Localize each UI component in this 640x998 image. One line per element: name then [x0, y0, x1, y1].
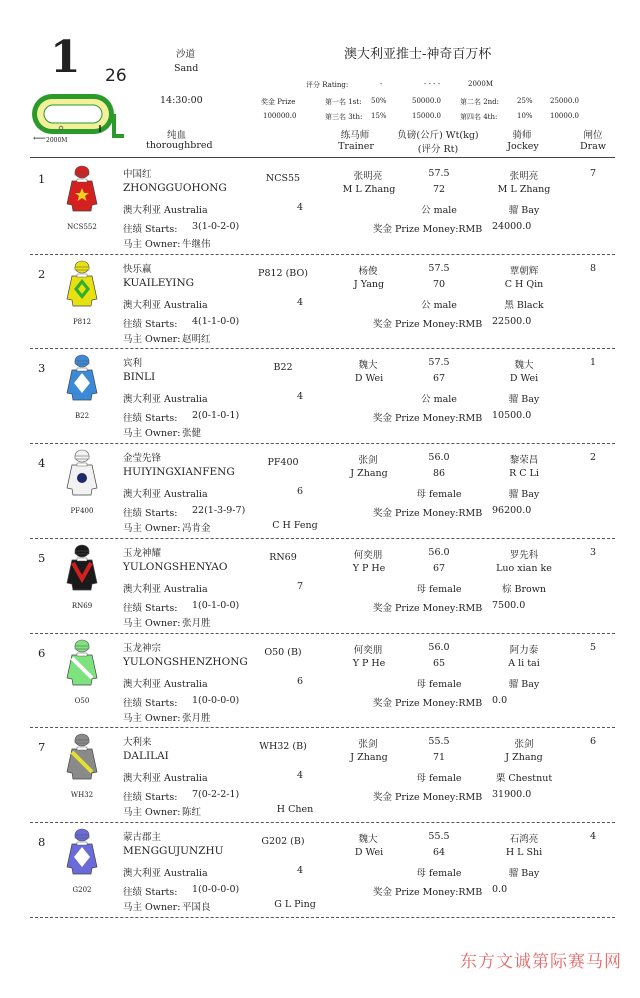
horse-row	[0, 732, 640, 827]
fourth-amount: 10000.0	[550, 112, 579, 120]
horse-color: 黑 Black	[504, 299, 544, 311]
horse-color: 骝 Bay	[508, 867, 540, 879]
prize-total: 100000.0	[263, 112, 297, 120]
silk-code: NCS552	[67, 223, 97, 231]
starts-label: 往绩 Starts:	[123, 508, 178, 520]
col-trainer-cn: 练马师	[340, 130, 370, 141]
horse-jockey-en: Luo xian ke	[496, 562, 552, 574]
prize-money-label: 奖金 Prize Money:RMB	[373, 318, 483, 330]
horse-rating: 71	[432, 752, 446, 764]
race-title: 澳大利亚推士-神奇百万杯	[344, 47, 492, 62]
horse-trainer-en: M L Zhang	[342, 184, 396, 195]
horse-age: 4	[296, 864, 304, 876]
horse-starts: 2(0-1-0-1)	[192, 410, 240, 422]
horse-owner-en: C H Feng	[272, 520, 318, 532]
jockey-silk-icon	[64, 164, 100, 214]
prize-money-label: 奖金 Prize Money:RMB	[373, 697, 483, 709]
horse-trainer-en: J Yang	[353, 278, 385, 290]
col-weight-en: (评分 Rt)	[417, 144, 459, 155]
horse-weight: 57.5	[428, 357, 450, 369]
horse-color: 骝 Bay	[508, 489, 540, 501]
horse-owner-en: H Chen	[276, 804, 314, 816]
starts-label: 往绩 Starts:	[123, 224, 178, 235]
horse-jockey-en: C H Qin	[504, 278, 544, 290]
col-draw-cn: 闸位	[583, 130, 603, 141]
jockey-silk-icon	[64, 353, 100, 403]
surface-en: Sand	[174, 63, 199, 74]
horse-rating: 65	[432, 657, 446, 669]
horse-prize: 24000.0	[492, 221, 532, 232]
starts-label: 往绩 Starts:	[123, 602, 178, 614]
horse-name-en: YULONGSHENYAO	[123, 560, 228, 573]
rating-sep-2: - - - -	[424, 80, 441, 88]
horse-number: 6	[38, 645, 46, 660]
horse-color: 棕 Brown	[501, 583, 547, 595]
owner-label: 马主 Owner:	[123, 523, 181, 535]
horse-name-cn: 玉龙神耀	[123, 547, 162, 559]
horse-trainer-en: D Wei	[354, 846, 384, 858]
horse-color: 骝 Bay	[508, 394, 540, 406]
horse-row	[0, 448, 640, 543]
horse-owner: 陈红	[182, 807, 202, 819]
horse-weight: 56.0	[428, 641, 450, 653]
horse-origin: 澳大利亚 Australia	[123, 299, 208, 311]
horse-draw: 3	[589, 546, 597, 558]
horse-name-cn: 蒙古郡主	[123, 831, 162, 843]
horse-code: PF400	[267, 457, 299, 469]
horse-age: 6	[296, 675, 304, 687]
header-divider	[30, 157, 615, 158]
row-divider	[30, 443, 615, 444]
horse-trainer-cn: 张明亮	[353, 171, 383, 182]
horse-name-cn: 金莹先锋	[123, 453, 162, 465]
silk-code: P812	[72, 317, 92, 326]
horse-age: 7	[296, 580, 304, 592]
col-trainer-en: Trainer	[338, 141, 374, 152]
horse-origin: 澳大利亚 Australia	[123, 678, 208, 690]
horse-jockey-cn: 罗先科	[509, 549, 539, 561]
owner-label: 马主 Owner:	[123, 239, 181, 250]
horse-color: 栗 Chestnut	[495, 773, 553, 785]
horse-number: 7	[38, 740, 46, 755]
horse-age: 4	[296, 202, 304, 213]
horse-jockey-cn: 张明亮	[509, 171, 539, 182]
horse-name-en: YULONGSHENZHONG	[123, 655, 248, 668]
horse-jockey-cn: 阿力泰	[509, 644, 539, 656]
second-pct: 25%	[517, 97, 533, 105]
horse-sex: 公 male	[421, 299, 457, 311]
race-time: 14:30:00	[160, 95, 203, 106]
horse-draw: 7	[589, 168, 597, 179]
horse-prize: 31900.0	[492, 789, 532, 801]
silk-code: B22	[74, 412, 90, 421]
fourth-label: 第四名 4th:	[460, 113, 498, 121]
owner-label: 马主 Owner:	[123, 333, 181, 345]
prize-money-label: 奖金 Prize Money:RMB	[373, 413, 483, 425]
horse-weight: 57.5	[428, 168, 450, 179]
horse-trainer-cn: 魏大	[358, 833, 378, 845]
horse-age: 4	[296, 391, 304, 403]
horse-sex: 母 female	[416, 489, 462, 501]
horse-prize: 7500.0	[492, 599, 526, 611]
first-amount: 50000.0	[412, 97, 441, 105]
horse-owner: 平国良	[182, 901, 211, 913]
horse-name-cn: 宾利	[123, 358, 143, 370]
horse-code: O50 (B)	[264, 646, 302, 658]
horse-trainer-en: D Wei	[354, 373, 384, 385]
horse-weight: 55.5	[428, 830, 450, 842]
starts-label: 往绩 Starts:	[123, 886, 178, 898]
watermark: 东方文诚第际赛马网	[460, 952, 622, 972]
race-number: 1	[50, 32, 81, 83]
horse-prize: 10500.0	[492, 410, 532, 422]
horse-code: WH32 (B)	[259, 741, 307, 753]
horse-row	[0, 543, 640, 638]
prize-money-label: 奖金 Prize Money:RMB	[373, 508, 483, 520]
horse-draw: 4	[589, 830, 597, 842]
track-arrow-icon: ⟵	[33, 134, 46, 144]
horse-sex: 公 male	[421, 394, 457, 406]
horse-trainer-cn: 杨俊	[358, 265, 378, 277]
fourth-pct: 10%	[517, 112, 533, 120]
horse-jockey-en: J Zhang	[505, 752, 543, 764]
horse-starts: 22(1-3-9-7)	[192, 505, 246, 517]
track-distance-label: 2000M	[46, 137, 68, 144]
horse-owner: 张月胜	[182, 712, 211, 724]
third-label: 第三名 3th:	[325, 113, 363, 121]
horse-origin: 澳大利亚 Australia	[123, 394, 208, 406]
horse-prize: 96200.0	[492, 505, 532, 517]
horse-sex: 母 female	[416, 678, 462, 690]
horse-name-cn: 大利来	[123, 737, 152, 749]
jockey-silk-icon	[64, 259, 100, 309]
horse-draw: 8	[589, 262, 597, 274]
horse-jockey-en: M L Zhang	[497, 184, 551, 195]
horse-sex: 母 female	[416, 867, 462, 879]
horse-prize: 22500.0	[492, 315, 532, 327]
silk-code: WH32	[70, 791, 94, 800]
horse-row	[0, 638, 640, 733]
horse-owner-en: G L Ping	[274, 898, 316, 910]
horse-owner: 冯肯金	[182, 523, 211, 535]
horse-rating: 67	[432, 373, 446, 385]
horse-number: 4	[38, 456, 46, 471]
horse-origin: 澳大利亚 Australia	[123, 489, 208, 501]
first-pct: 50%	[371, 97, 387, 105]
row-divider	[30, 822, 615, 823]
horse-code: G202 (B)	[261, 835, 305, 847]
prize-money-label: 奖金 Prize Money:RMB	[373, 886, 483, 898]
horse-age: 4	[296, 296, 304, 308]
owner-label: 马主 Owner:	[123, 712, 181, 724]
horse-trainer-cn: 何奕朋	[353, 549, 383, 561]
horse-trainer-en: J Zhang	[350, 752, 388, 764]
horse-rating: 86	[432, 468, 446, 480]
jockey-silk-icon	[64, 543, 100, 593]
second-amount: 25000.0	[550, 97, 579, 105]
horse-row	[0, 353, 640, 448]
horse-trainer-cn: 张剑	[358, 455, 378, 467]
prize-label: 奖金 Prize	[261, 98, 296, 106]
horse-code: P812 (BO)	[258, 267, 308, 279]
horse-sex: 母 female	[416, 583, 462, 595]
horse-owner: 张健	[182, 428, 202, 440]
horse-jockey-cn: 覃朝辉	[509, 265, 539, 277]
col-draw-en: Draw	[580, 141, 606, 152]
horse-number: 8	[38, 834, 46, 849]
breed-en: thoroughbred	[146, 140, 213, 151]
horse-name-en: HUIYINGXIANFENG	[123, 466, 235, 479]
horse-color: 骝 Bay	[508, 678, 540, 690]
horse-starts: 1(0-0-0-0)	[192, 883, 240, 895]
horse-number: 1	[38, 172, 46, 186]
col-weight-cn: 负磅(公斤) Wt(kg)	[397, 130, 479, 141]
horse-trainer-cn: 魏大	[358, 360, 378, 372]
horse-draw: 1	[589, 357, 597, 369]
horse-starts: 3(1-0-2-0)	[192, 221, 240, 232]
starts-label: 往绩 Starts:	[123, 697, 178, 709]
starts-label: 往绩 Starts:	[123, 318, 178, 330]
owner-label: 马主 Owner:	[123, 428, 181, 440]
col-jockey-cn: 骑师	[512, 130, 532, 141]
horse-weight: 57.5	[428, 262, 450, 274]
horse-rating: 70	[432, 278, 446, 290]
race-distance: 2000M	[468, 80, 493, 88]
horse-jockey-en: D Wei	[509, 373, 539, 385]
horse-weight: 56.0	[428, 546, 450, 558]
horse-name-en: KUAILEYING	[123, 276, 195, 289]
horse-jockey-en: H L Shi	[505, 846, 543, 858]
prize-money-label: 奖金 Prize Money:RMB	[373, 224, 483, 235]
horse-trainer-cn: 张剑	[358, 739, 378, 751]
horse-number: 3	[38, 361, 46, 376]
horse-sex: 母 female	[416, 773, 462, 785]
surface-cn: 沙道	[176, 49, 196, 60]
row-divider	[30, 727, 615, 728]
horse-starts: 7(0-2-2-1)	[192, 789, 240, 801]
horse-name-cn: 玉龙神宗	[123, 642, 162, 654]
horse-color: 骝 Bay	[508, 205, 540, 216]
row-divider	[30, 917, 615, 918]
horse-name-en: MENGGUJUNZHU	[123, 844, 224, 857]
horse-number: 2	[38, 266, 46, 281]
silk-code: PF400	[70, 507, 94, 516]
rating-label: 评分 Rating:	[306, 81, 349, 89]
horse-code: NCS55	[265, 173, 301, 184]
horse-name-cn: 中国红	[123, 169, 152, 180]
horse-row	[0, 259, 640, 354]
horse-origin: 澳大利亚 Australia	[123, 205, 208, 216]
race-sub-number: 26	[105, 66, 127, 86]
horse-draw: 6	[589, 736, 597, 748]
horse-origin: 澳大利亚 Australia	[123, 773, 208, 785]
horse-code: RN69	[269, 551, 297, 563]
horse-rating: 67	[432, 562, 446, 574]
horse-origin: 澳大利亚 Australia	[123, 583, 208, 595]
jockey-silk-icon	[64, 827, 100, 877]
prize-money-label: 奖金 Prize Money:RMB	[373, 602, 483, 614]
horse-jockey-en: A li tai	[508, 657, 540, 669]
horse-sex: 公 male	[421, 205, 457, 216]
horse-trainer-en: Y P He	[352, 562, 386, 574]
horse-name-en: BINLI	[123, 371, 156, 384]
horse-trainer-en: J Zhang	[350, 468, 388, 480]
horse-rating: 72	[432, 184, 446, 195]
horse-owner: 牛继伟	[182, 239, 211, 250]
jockey-silk-icon	[64, 638, 100, 688]
horse-number: 5	[38, 550, 46, 565]
horse-starts: 1(0-0-0-0)	[192, 694, 240, 706]
horse-jockey-cn: 石鸿亮	[509, 833, 539, 845]
horse-row	[0, 164, 640, 259]
first-label: 第一名 1st:	[325, 98, 362, 106]
horse-trainer-cn: 何奕朋	[353, 644, 383, 656]
starts-label: 往绩 Starts:	[123, 792, 178, 804]
horse-starts: 1(0-1-0-0)	[192, 599, 240, 611]
row-divider	[30, 254, 615, 255]
horse-jockey-cn: 张剑	[514, 739, 534, 751]
horse-owner: 张月胜	[182, 617, 211, 629]
horse-owner: 赵明红	[182, 333, 211, 345]
rating-sep-1: -	[380, 80, 383, 88]
row-divider	[30, 348, 615, 349]
horse-starts: 4(1-1-0-0)	[192, 315, 240, 327]
horse-draw: 5	[589, 641, 597, 653]
breed-cn: 纯血	[167, 130, 187, 141]
col-jockey-en: Jockey	[507, 141, 539, 152]
silk-code: G202	[72, 885, 92, 894]
horse-trainer-en: Y P He	[352, 657, 386, 669]
owner-label: 马主 Owner:	[123, 617, 181, 629]
third-amount: 15000.0	[412, 112, 441, 120]
row-divider	[30, 538, 615, 539]
starts-label: 往绩 Starts:	[123, 413, 178, 425]
horse-jockey-cn: 魏大	[514, 360, 534, 372]
jockey-silk-icon	[64, 732, 100, 782]
prize-money-label: 奖金 Prize Money:RMB	[373, 792, 483, 804]
horse-prize: 0.0	[492, 694, 508, 706]
owner-label: 马主 Owner:	[123, 901, 181, 913]
horse-weight: 55.5	[428, 736, 450, 748]
horse-jockey-cn: 黎荣昌	[509, 455, 539, 467]
horse-name-en: ZHONGGUOHONG	[123, 182, 227, 194]
horse-draw: 2	[589, 452, 597, 464]
silk-code: O50	[74, 696, 90, 705]
jockey-silk-icon	[64, 448, 100, 498]
horse-age: 6	[296, 486, 304, 498]
owner-label: 马主 Owner:	[123, 807, 181, 819]
horse-name-en: DALILAI	[123, 750, 169, 763]
third-pct: 15%	[371, 112, 387, 120]
horse-jockey-en: R C Li	[509, 468, 539, 480]
horse-code: B22	[273, 362, 293, 374]
horse-rating: 64	[432, 846, 446, 858]
horse-row	[0, 827, 640, 922]
horse-weight: 56.0	[428, 452, 450, 464]
silk-code: RN69	[71, 601, 93, 610]
horse-origin: 澳大利亚 Australia	[123, 867, 208, 879]
horse-name-cn: 快乐赢	[123, 263, 152, 275]
second-label: 第二名 2nd:	[460, 98, 500, 106]
horse-prize: 0.0	[492, 883, 508, 895]
horse-age: 4	[296, 770, 304, 782]
row-divider	[30, 633, 615, 634]
